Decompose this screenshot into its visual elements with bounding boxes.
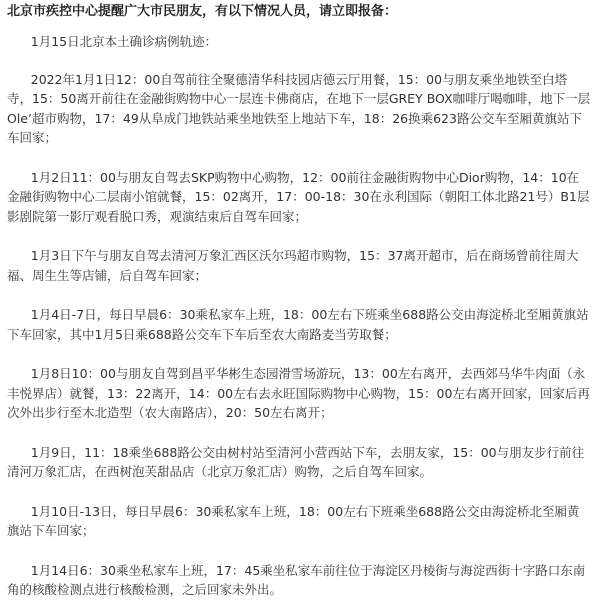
trajectory-entry-jan4-7: 1月4日-7日，每日早晨6：30乘私家车上班，18：00左右下班乘坐688路公交由海淀桥北至厢黄旗站下车回家，其中1月5日乘688路公交车下车后至农大南路麦当劳取餐； xyxy=(7,307,589,342)
subtitle: 1月15日北京本土确诊病例轨迹： xyxy=(30,34,218,49)
spacer xyxy=(7,285,591,305)
spacer xyxy=(7,52,591,70)
trajectory-entry-jan2: 1月2日11：00与朋友自驾去SKP购物中心购物，12：00前往金融街购物中心Dior购物，14：10在金融街购物中心二层南小馆就餐，15：02离开，17：00-18：30在永利国际（朝阳工体北路21号）B1层影剧院第一影厅观看脱口秀，观演结束后自驾车回家； xyxy=(7,169,590,224)
trajectory-entry-jan8: 1月8日10：00与朋友自驾到昌平华彬生态园滑雪场游玩，13：00左右离开，去西郊马华牛肉面（永丰悦界店）就餐，13：22离开，14：00左右去永旺国际购物中心购物，15：00左右离开回家，回家后再次外出步行至木北造型（农大南路店），20：50左右离开； xyxy=(7,366,590,420)
spacer xyxy=(7,482,591,502)
spacer xyxy=(7,423,591,443)
trajectory-entry-jan9: 1月9日，11：18乘坐688路公交由树村站至清河小营西站下车，去朋友家，15：00与朋友步行前往清河万象汇店，在西树泡芙甜品店（北京万象汇店）购物，之后自驾车回家。 xyxy=(7,444,585,479)
trajectory-entry-jan10-13: 1月10日-13日，每日早晨6：30乘私家车上班，18：00左右下班乘坐688路公交由海淀桥北至厢黄旗站下车回家； xyxy=(7,503,580,538)
notice-title: 北京市疾控中心提醒广大市民朋友，有以下情况人员，请立即报备： xyxy=(7,4,398,19)
spacer xyxy=(7,541,591,561)
spacer xyxy=(7,344,591,364)
spacer xyxy=(7,226,591,246)
trajectory-entry-jan1: 2022年1月1日12：00自驾前往全聚德清华科技园店德云厅用餐，15：00与朋友乘坐地铁至白塔寺，15：50离开前往在金融街购物中心一层连卡佛商店，在地下一层GREY BOX咖啡厅喝咖啡，地下一层Ole’超市购物，17：49从阜成门地铁站乘坐地铁至上地站下车，18：26换乘623路公交车至厢黄旗站下车回家； xyxy=(7,71,591,145)
trajectory-entry-jan3: 1月3日下午与朋友自驾去清河万象汇西区沃尔玛超市购物，15：37离开超市，后在商场曾前往周大福、周生生等店铺，后自驾车回家； xyxy=(7,248,579,283)
trajectory-entry-jan14: 1月14日6：30乘坐私家车上班，17：45乘坐私家车前往位于海淀区丹棱街与海淀西街十字路口东南角的核酸检测点进行核酸检测，之后回家未外出。 xyxy=(7,562,586,597)
spacer xyxy=(7,22,591,32)
spacer xyxy=(7,148,591,168)
